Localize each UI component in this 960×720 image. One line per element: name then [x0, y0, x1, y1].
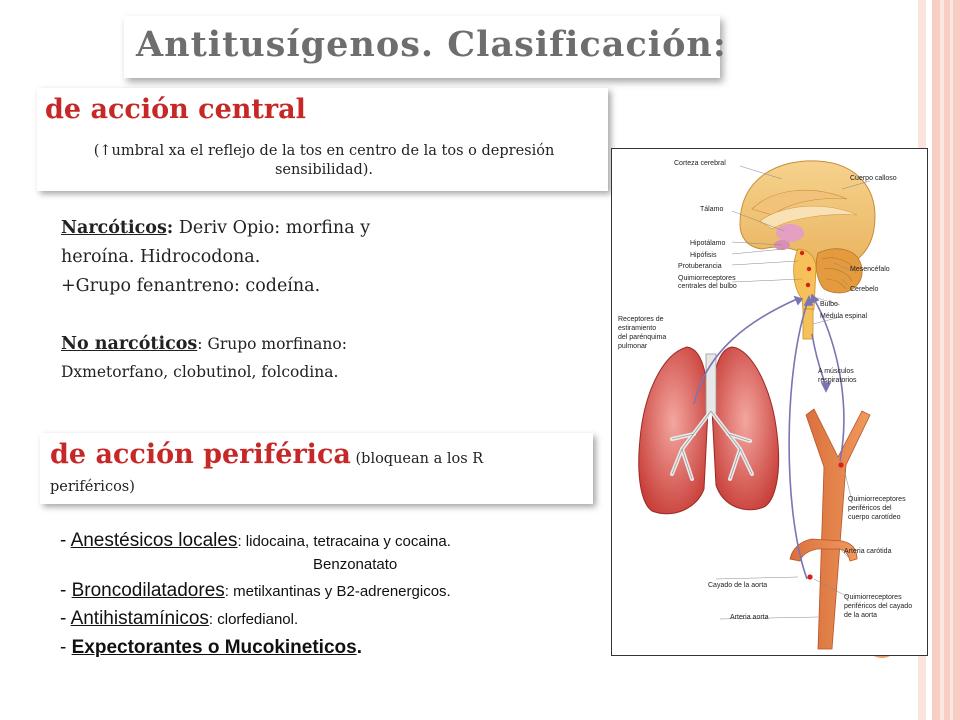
item-term: Anestésicos locales [70, 530, 238, 551]
title-box [124, 16, 727, 78]
label-receptores-1: Receptores de [618, 316, 664, 323]
label-hipotalamo: Hipotálamo [690, 240, 726, 247]
no-narcoticos-text1: : Grupo morfinano: [197, 335, 347, 353]
item-term: Expectorantes o Mucokineticos [71, 637, 357, 658]
periferica-box [40, 433, 593, 504]
anatomy-figure [611, 148, 928, 656]
item-cont: Benzonatato [313, 556, 398, 573]
label-protuberancia: Protuberancia [678, 263, 722, 270]
label-quimio-central-2: centrales del bulbo [678, 283, 737, 290]
label-cerebelo: Cerebelo [850, 286, 879, 293]
label-quimio-central-1: Quimiorreceptores [678, 275, 736, 282]
decor-stripe-5 [950, 0, 953, 720]
label-cayado: Cayado de la aorta [708, 582, 768, 589]
item-desc: : metilxantinas y B2-adrenergicos. [224, 583, 451, 600]
item-desc: : clorfedianol. [208, 611, 299, 628]
item-desc: . [356, 637, 362, 658]
label-receptores-4: pulmonar [618, 343, 648, 350]
periferica-heading-row [50, 439, 483, 470]
item-desc: : lidocaina, tetracaina y cocaina. [237, 533, 451, 550]
narcoticos-line2: heroína. Hidrocodona. [61, 247, 261, 267]
label-calloso: Cuerpo calloso [850, 175, 897, 182]
central-subtitle: (↑umbral xa el reflejo de la tos en centro de la tos o depresión sensibilidad). [93, 143, 555, 178]
narcoticos-line1: Deriv Opio: morfina y [173, 218, 371, 238]
peripheral-item-2 [60, 580, 451, 602]
item-dash: - [60, 530, 71, 551]
central-heading: de acción central [45, 94, 306, 125]
decor-stripe-4 [940, 0, 944, 720]
label-quimio-carot-2: periféricos del [848, 505, 892, 512]
label-quimio-aorta-2: periféricos del cayado [844, 603, 913, 610]
central-box [37, 88, 608, 191]
item-dash: - [60, 608, 71, 629]
lungs-shape [639, 347, 779, 514]
no-narcoticos-text2: Dxmetorfano, clobutinol, folcodina. [61, 363, 339, 381]
anatomy-illustration [612, 149, 927, 655]
item-term: Antihistamínicos [70, 608, 209, 629]
label-quimio-carot-3: cuerpo carotídeo [848, 514, 901, 521]
peripheral-item-1 [60, 530, 451, 552]
label-mesencefalo: Mesencéfalo [850, 266, 890, 273]
decor-stripe-3 [932, 0, 960, 720]
periferica-note2: periféricos) [50, 479, 135, 495]
label-quimio-aorta-1: Quimiorreceptores [844, 594, 902, 601]
periferica-heading: de acción periférica [50, 439, 351, 470]
narcoticos-block [61, 214, 370, 301]
narcoticos-colon: : [166, 218, 174, 238]
label-quimio-aorta-3: de la aorta [844, 612, 878, 619]
label-arteria-carotida: Arteria carótida [844, 548, 892, 555]
label-receptores-2: estiramiento [618, 325, 657, 332]
no-narcoticos-label: No narcóticos [61, 334, 198, 354]
item-dash: - [60, 580, 72, 601]
label-corteza: Corteza cerebral [674, 160, 726, 167]
narcoticos-line3: +Grupo fenantreno: codeína. [61, 276, 321, 296]
label-musculos-1: A músculos [818, 368, 854, 375]
narcoticos-label: Narcóticos [61, 218, 167, 238]
periferica-note1: (bloquean a los R [350, 451, 484, 467]
label-bulbo: Bulbo [820, 301, 838, 308]
label-medula: Médula espinal [820, 313, 868, 320]
label-musculos-2: respiratorios [818, 377, 857, 384]
page-title: Antitusígenos. Clasificación: [136, 24, 727, 65]
item-dash: - [60, 637, 72, 658]
peripheral-item-1-cont [313, 556, 397, 574]
label-arteria-aorta: Arteria aorta [730, 614, 769, 621]
no-narcoticos-block [61, 330, 347, 386]
label-hipofisis: Hipófisis [690, 252, 717, 259]
item-term: Broncodilatadores [71, 580, 225, 601]
peripheral-item-3 [60, 608, 298, 630]
label-receptores-3: del parénquima [618, 334, 667, 341]
label-quimio-carot-1: Quimiorreceptores [848, 496, 906, 503]
label-talamo: Tálamo [700, 206, 724, 213]
peripheral-item-4 [60, 637, 362, 659]
